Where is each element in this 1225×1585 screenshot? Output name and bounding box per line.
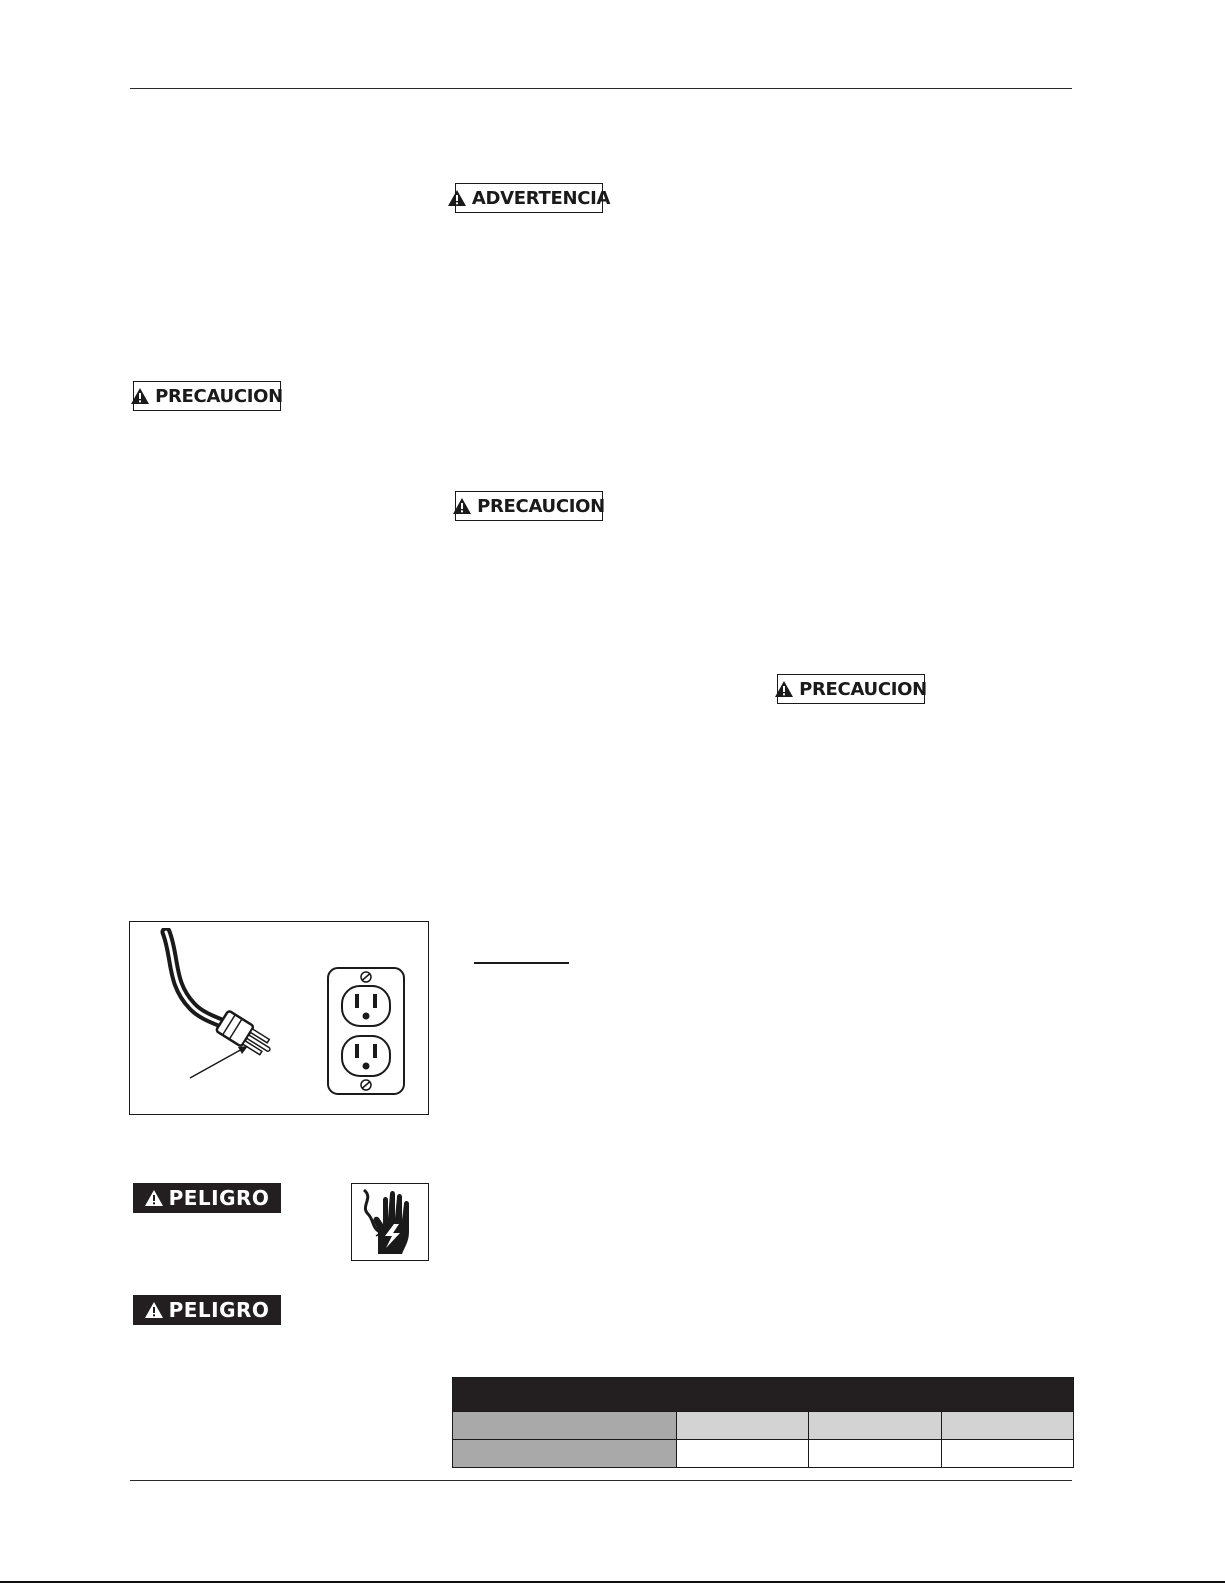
table-cell [809, 1412, 942, 1440]
precaucion-label-left [133, 381, 281, 411]
warning-triangle-icon [775, 681, 793, 697]
grounded-outlet-icon [326, 966, 406, 1096]
table-row-label-cell [453, 1440, 677, 1468]
advertencia-text: ADVERTENCIA [471, 187, 611, 209]
grounded-plug-icon [148, 928, 288, 1098]
warning-triangle-icon [131, 388, 149, 404]
precaucion-text-left: PRECAUCION [155, 385, 283, 407]
advertencia-label [455, 183, 611, 213]
peligro-label-1 [133, 1183, 281, 1213]
table-row [453, 1440, 1074, 1468]
warning-triangle-icon [145, 1190, 163, 1206]
peligro-text-2: PELIGRO [168, 1298, 270, 1322]
extension-cord-table [452, 1377, 1074, 1468]
plug-outlet-figure [129, 921, 429, 1115]
header-rule [130, 88, 1072, 89]
precaucion-label-right [777, 674, 925, 704]
table-row [453, 1412, 1074, 1440]
warning-triangle-icon [145, 1302, 163, 1318]
table-cell [942, 1412, 1074, 1440]
precaucion-text-mid: PRECAUCION [477, 495, 605, 517]
table-cell [677, 1412, 809, 1440]
shock-hazard-box [351, 1183, 429, 1261]
warning-triangle-icon [453, 498, 471, 514]
underlined-field-mark [474, 962, 569, 964]
peligro-text-1: PELIGRO [168, 1186, 270, 1210]
table-header-cell [453, 1378, 1074, 1412]
electric-shock-hand-icon [352, 1184, 428, 1260]
page-edge [0, 1581, 1225, 1583]
table-row-label-cell [453, 1412, 677, 1440]
precaucion-text-right: PRECAUCION [799, 678, 927, 700]
warning-triangle-icon [448, 190, 466, 206]
table-cell [677, 1440, 809, 1468]
table-cell [942, 1440, 1074, 1468]
footer-rule [130, 1480, 1072, 1481]
peligro-label-2 [133, 1295, 281, 1325]
table-header-row [453, 1378, 1074, 1412]
table-cell [809, 1440, 942, 1468]
precaucion-label-mid [455, 491, 603, 521]
